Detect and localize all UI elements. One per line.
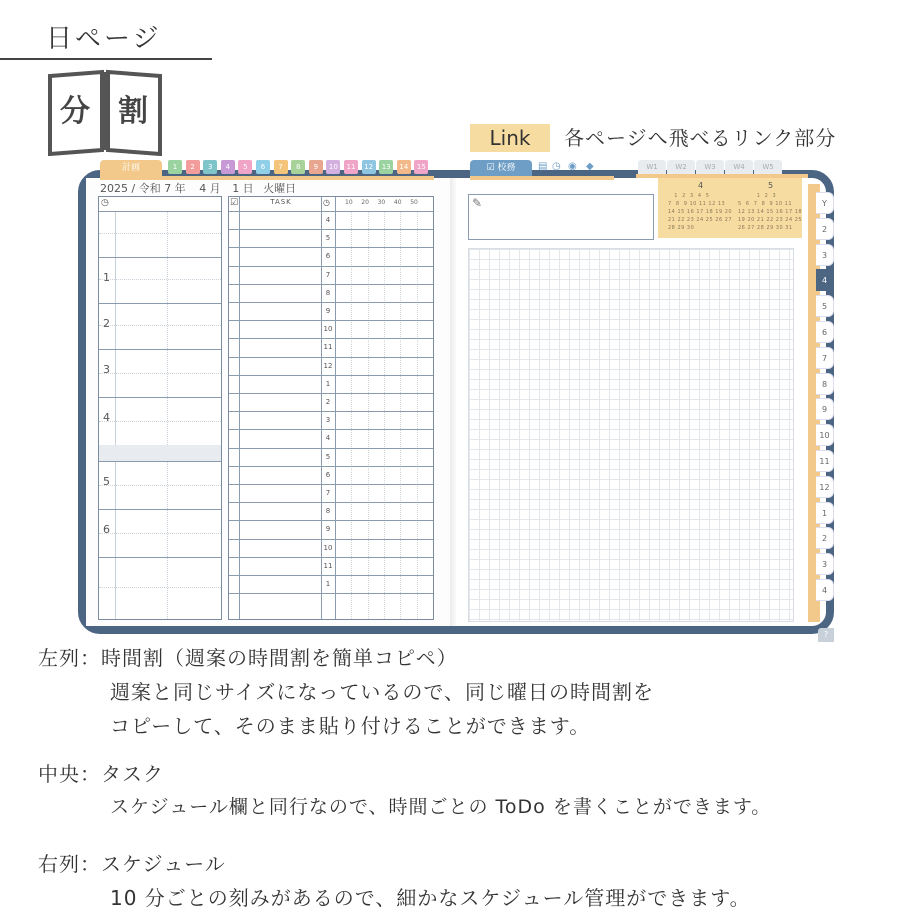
timetable-period-line xyxy=(99,303,221,304)
desc-right-body-1: 10 分ごとの刻みがあるので、細かなスケジュール管理ができます。 xyxy=(110,886,751,910)
timetable-period-line xyxy=(99,461,221,462)
side-tab[interactable]: Y xyxy=(816,192,834,214)
schedule-hour-label: 1 xyxy=(325,379,331,388)
schedule-hour-label: 6 xyxy=(325,470,331,479)
side-tab[interactable]: 5 xyxy=(816,295,834,317)
desc-right-heading xyxy=(38,848,226,877)
task-cell[interactable] xyxy=(240,576,320,592)
calendar-week-row[interactable]: 21 22 23 24 25 26 27 xyxy=(668,217,733,223)
date-year: 2025 / 令和 7 年 xyxy=(100,182,186,195)
task-cell[interactable] xyxy=(240,449,320,465)
calendar-week-row[interactable]: 26 27 28 29 30 31 xyxy=(738,225,793,231)
schedule-hour-label: 10 xyxy=(323,543,333,552)
link-badge: Link xyxy=(470,124,550,152)
side-tab[interactable]: 2 xyxy=(816,527,834,549)
timetable-guide-line xyxy=(99,373,221,374)
schedule-hour-label: 1 xyxy=(325,580,331,588)
task-cell[interactable] xyxy=(240,248,320,264)
side-tab[interactable]: 12 xyxy=(816,476,834,498)
title-divider xyxy=(0,58,212,60)
calendar-week-row[interactable]: 12 13 14 15 16 17 18 xyxy=(738,209,803,215)
date-line xyxy=(100,180,296,196)
timetable-guide-line xyxy=(99,533,221,534)
schedule-hour-label: 4 xyxy=(325,216,331,224)
schedule-hour-label: 11 xyxy=(323,561,333,570)
date-month: 4 月 xyxy=(199,182,221,195)
help-icon[interactable]: ? xyxy=(818,628,834,642)
schedule-clock-icon: ◷ xyxy=(323,198,330,207)
period-number: 4 xyxy=(103,411,110,424)
timetable-period-line xyxy=(99,257,221,258)
lunch-break-band xyxy=(99,445,221,461)
calendar-week-row[interactable]: 7 8 9 10 11 12 13 xyxy=(668,201,726,207)
month-tab[interactable]: 5 xyxy=(238,160,252,174)
timetable-guide-line xyxy=(99,279,221,280)
task-cell[interactable] xyxy=(240,558,320,574)
desc-left-label: 左列： xyxy=(38,646,101,670)
timetable-guide-line xyxy=(99,587,221,588)
period-number: 1 xyxy=(103,271,110,284)
month-tab[interactable]: 13 xyxy=(379,160,393,174)
schedule-hour-label: 2 xyxy=(325,398,331,406)
task-header: TASK xyxy=(270,198,292,206)
date-day: 1 日 xyxy=(232,182,254,195)
desc-center-label: 中央： xyxy=(38,762,101,786)
period-number: 2 xyxy=(103,317,110,330)
chat-icon[interactable]: ◆ xyxy=(586,161,594,172)
side-tab[interactable]: 11 xyxy=(816,450,834,472)
desc-center-body-1: スケジュール欄と同行なので、時間ごとの ToDo を書くことができます。 xyxy=(110,796,772,818)
icon-char-1: 分 xyxy=(60,94,90,129)
week-tab[interactable]: W1 xyxy=(638,160,666,174)
month-tab[interactable]: 11 xyxy=(344,160,358,174)
office-tab-underline xyxy=(470,176,614,180)
tick-label: 50 xyxy=(410,199,418,206)
tick-label: 10 xyxy=(345,199,353,206)
tick-label: 20 xyxy=(361,199,369,206)
schedule-hour-label: 5 xyxy=(325,452,331,461)
task-cell[interactable] xyxy=(240,230,320,246)
icon-char-2: 割 xyxy=(118,94,148,129)
tick-label: 30 xyxy=(377,199,386,206)
month-tab[interactable]: 2 xyxy=(186,160,200,174)
schedule-hour-label: 6 xyxy=(325,252,331,261)
ten-minute-tick xyxy=(400,211,401,619)
schedule-hour-label: 10 xyxy=(323,325,333,334)
month-tab[interactable]: 3 xyxy=(203,160,217,174)
schedule-hour-label: 3 xyxy=(325,416,331,425)
side-tab[interactable]: 3 xyxy=(816,553,834,575)
task-cell[interactable] xyxy=(240,376,320,392)
schedule-hour-label: 5 xyxy=(325,234,331,243)
book-spine xyxy=(450,178,456,626)
side-tab[interactable]: 4 xyxy=(816,579,834,601)
calendar-week-row[interactable]: 28 29 30 xyxy=(668,225,695,231)
side-tab[interactable]: 9 xyxy=(816,398,834,420)
timetable-guide-line xyxy=(99,485,221,486)
schedule-hour-label: 8 xyxy=(325,288,331,297)
timetable-period-line xyxy=(99,509,221,510)
task-cell[interactable] xyxy=(240,358,320,374)
calendar-week-row[interactable]: 14 15 16 17 18 19 20 xyxy=(668,209,733,215)
timetable-guide-line xyxy=(99,421,221,422)
checkbox-icon: ☑ xyxy=(230,198,239,208)
week-tab[interactable]: W2 xyxy=(667,160,695,174)
desc-right-title: スケジュール xyxy=(101,852,226,876)
page-title: 日ページ xyxy=(46,24,162,54)
month-tab[interactable]: 4 xyxy=(221,160,235,174)
task-cell[interactable] xyxy=(240,467,320,483)
schedule-hour-label: 9 xyxy=(325,525,331,534)
calendar-week-row[interactable]: 5 6 7 8 9 10 11 xyxy=(738,201,793,207)
memo-icon[interactable]: ▤ xyxy=(538,161,548,172)
ten-minute-tick xyxy=(384,211,385,619)
month-tab[interactable]: 12 xyxy=(362,160,376,174)
date-weekday: 火曜日 xyxy=(263,182,297,195)
tab-plan[interactable] xyxy=(100,160,162,176)
period-number: 3 xyxy=(103,363,110,376)
desc-left-body-1: 週案と同じサイズになっているので、同じ曜日の時間割を xyxy=(110,680,654,704)
side-tab[interactable]: 2 xyxy=(816,218,834,240)
side-tab[interactable]: 1 xyxy=(816,502,834,524)
side-tab[interactable]: 6 xyxy=(816,321,834,343)
week-tab[interactable]: W3 xyxy=(696,160,724,174)
schedule-hour-label: 12 xyxy=(323,361,333,370)
desc-center-heading xyxy=(38,758,164,787)
task-cell[interactable] xyxy=(240,267,320,283)
desc-left-title: 時間割（週案の時間割を簡単コピペ） xyxy=(101,646,458,670)
month-tab[interactable]: 6 xyxy=(256,160,270,174)
side-tab[interactable]: 7 xyxy=(816,347,834,369)
calendar-month-title: 5 xyxy=(768,181,774,190)
desc-center-title: タスク xyxy=(101,762,164,786)
mini-calendar xyxy=(658,178,802,238)
task-cell[interactable] xyxy=(240,321,320,337)
link-description: 各ページへ飛べるリンク部分 xyxy=(564,126,837,150)
month-tab[interactable]: 8 xyxy=(291,160,305,174)
tab-plan-label: 計画 xyxy=(121,163,140,173)
calendar-week-row[interactable]: 1 2 3 4 5 xyxy=(668,193,710,199)
schedule-hour-label: 11 xyxy=(323,343,333,352)
timetable-period-line xyxy=(99,211,221,212)
desc-left-heading xyxy=(38,642,458,671)
ten-minute-tick xyxy=(368,211,369,619)
schedule-hour-label: 7 xyxy=(325,489,331,497)
calendar-month-title: 4 xyxy=(698,181,704,190)
side-tab[interactable]: 10 xyxy=(816,424,834,446)
tab-office[interactable]: ☑ 校務 xyxy=(470,160,532,176)
task-cell[interactable] xyxy=(240,485,320,501)
timetable-guide-line xyxy=(99,325,221,326)
memo-box[interactable] xyxy=(468,194,654,240)
eye-icon[interactable]: ◉ xyxy=(568,161,577,172)
task-cell[interactable] xyxy=(240,394,320,410)
task-cell[interactable] xyxy=(240,285,320,301)
side-tab[interactable]: 8 xyxy=(816,373,834,395)
month-tab[interactable]: 15 xyxy=(414,160,428,174)
task-cell[interactable] xyxy=(240,540,320,556)
timetable-column xyxy=(98,196,222,620)
month-tab[interactable]: 14 xyxy=(397,160,411,174)
schedule-hour-label: 9 xyxy=(325,307,331,315)
side-tab[interactable]: 4 xyxy=(816,269,834,291)
month-tab[interactable]: 7 xyxy=(274,160,288,174)
ten-minute-tick xyxy=(417,211,418,619)
timetable-period-line xyxy=(99,397,221,398)
period-number: 5 xyxy=(103,475,110,488)
week-tab[interactable]: W4 xyxy=(725,160,753,174)
schedule-hour-label: 4 xyxy=(325,434,331,443)
grid-notes-area[interactable] xyxy=(468,248,794,622)
calendar-week-row[interactable]: 19 20 21 22 23 24 25 xyxy=(738,217,803,223)
timetable-period-line xyxy=(99,349,221,350)
tab-office-label: 校務 xyxy=(497,163,516,173)
open-book-icon xyxy=(46,66,164,156)
month-tab[interactable]: 9 xyxy=(309,160,323,174)
task-row-line xyxy=(229,593,433,594)
clock-icon: ◷ xyxy=(101,198,109,208)
month-tab[interactable]: 1 xyxy=(168,160,182,174)
month-tab[interactable]: 10 xyxy=(326,160,340,174)
side-tab[interactable]: 3 xyxy=(816,244,834,266)
tick-label: 40 xyxy=(393,199,402,206)
desc-left-body-2: コピーして、そのまま貼り付けることができます。 xyxy=(110,714,591,738)
task-cell[interactable] xyxy=(240,412,320,428)
timetable-period-line xyxy=(99,557,221,558)
task-cell[interactable] xyxy=(240,503,320,519)
week-tab[interactable]: W5 xyxy=(754,160,782,174)
period-number: 6 xyxy=(103,523,110,536)
calendar-week-row[interactable]: 1 2 3 xyxy=(738,193,777,199)
task-column-divider xyxy=(335,197,336,619)
task-schedule-column xyxy=(228,196,434,620)
task-cell[interactable] xyxy=(240,212,320,228)
task-cell[interactable] xyxy=(240,339,320,355)
desc-right-label: 右列： xyxy=(38,852,101,876)
pencil-icon: ✎ xyxy=(472,196,483,210)
timetable-guide-line xyxy=(99,233,221,234)
task-cell[interactable] xyxy=(240,430,320,446)
timer-icon[interactable]: ◷ xyxy=(552,161,561,172)
schedule-hour-label: 8 xyxy=(325,507,331,516)
task-cell[interactable] xyxy=(240,303,320,319)
schedule-hour-label: 7 xyxy=(325,270,331,279)
ten-minute-tick xyxy=(351,211,352,619)
task-cell[interactable] xyxy=(240,521,320,537)
